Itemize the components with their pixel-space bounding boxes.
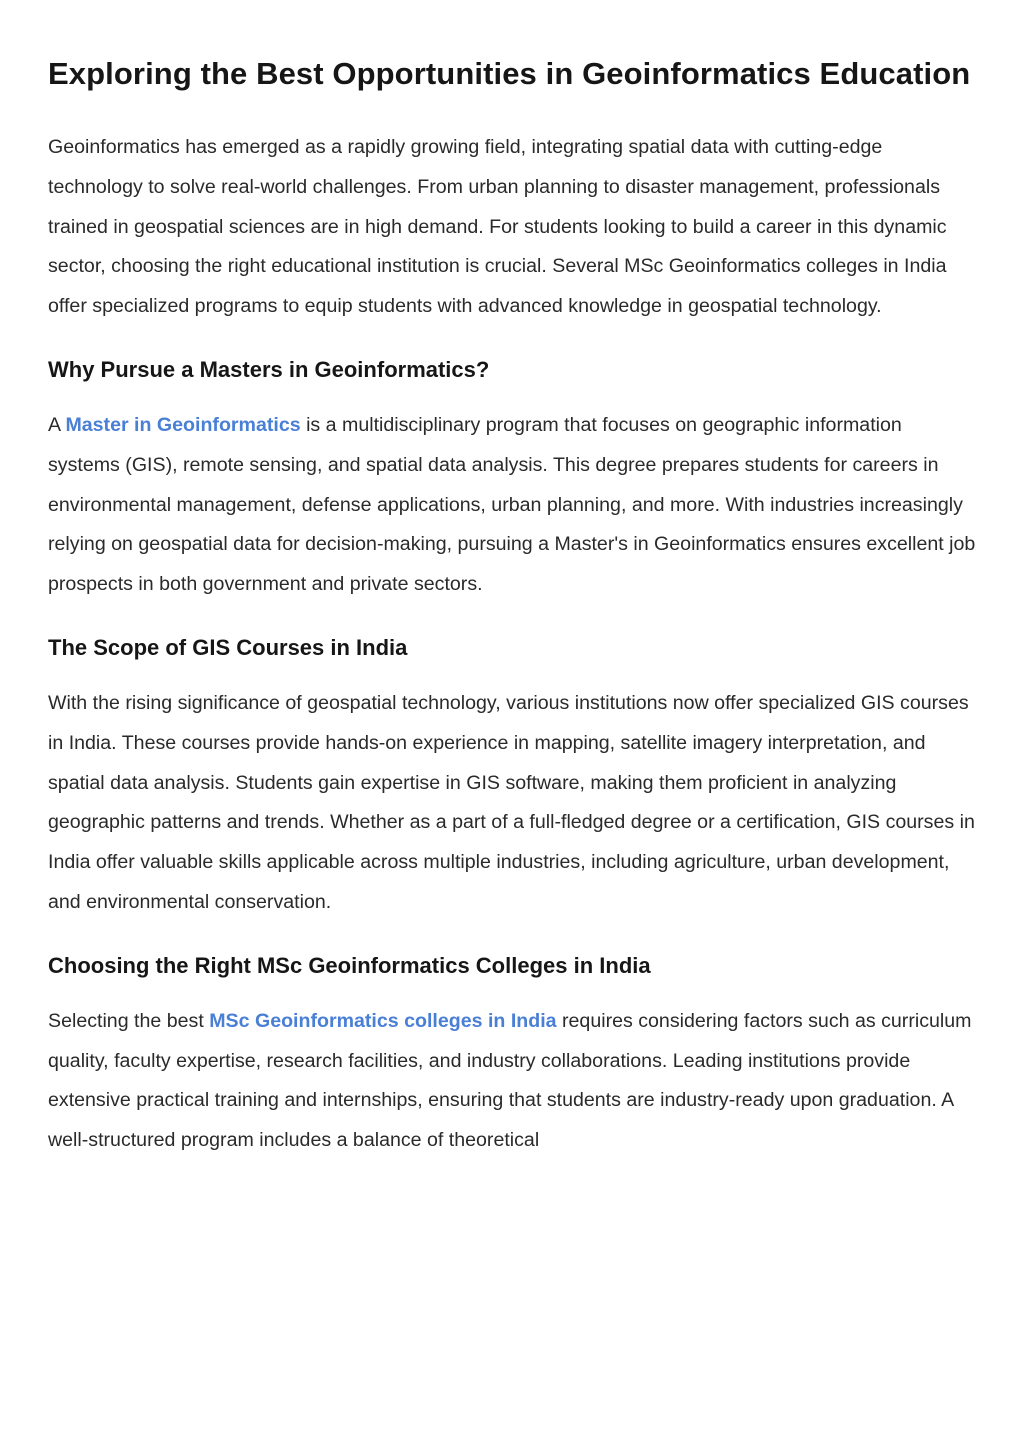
paragraph-text: is a multidisciplinary program that focuses on geographic information systems (GIS), remote sensing, and spatial data analysis. This degree prepares students for careers in environmental management, defense applications, urban planning, and more. With industries increasingly relying on geospatial data for decision-making, pursuing a Master's in Geoinformatics ensures excellent job prospects in both government and private sectors.	[48, 413, 976, 596]
section-paragraph-gis-scope: With the rising significance of geospatial technology, various institutions now offer specialized GIS courses in India. These courses provide hands-on experience in mapping, satellite imagery interpretation, and spatial data analysis. Students gain expertise in GIS software, making them proficient in analyzing geographic patterns and trends. Whether as a part of a full-fledged degree or a certification, GIS courses in India offer valuable skills applicable across multiple industries, including agriculture, urban development, and environmental conservation.	[48, 691, 975, 913]
article-title: Exploring the Best Opportunities in Geoinformatics Education	[48, 56, 971, 91]
paragraph-text: A	[48, 413, 66, 436]
section-paragraph-why-masters	[48, 406, 976, 605]
section-heading-choosing-colleges: Choosing the Right MSc Geoinformatics Colleges in India	[48, 952, 651, 978]
msc-geoinformatics-colleges-link[interactable]: MSc Geoinformatics colleges in India	[209, 1009, 557, 1032]
section-heading-why-masters: Why Pursue a Masters in Geoinformatics?	[48, 356, 490, 382]
intro-paragraph: Geoinformatics has emerged as a rapidly growing field, integrating spatial data with cutting-edge technology to solve real-world challenges. From urban planning to disaster management, professionals trained in geospatial sciences are in high demand. For students looking to build a career in this dynamic sector, choosing the right educational institution is crucial. Several MSc Geoinformatics colleges in India offer specialized programs to equip students with advanced knowledge in geospatial technology.	[48, 136, 947, 318]
paragraph-text: Selecting the best	[48, 1009, 210, 1032]
paragraph-text: requires considering factors such as curriculum quality, faculty expertise, research facilities, and industry collaborations. Leading institutions provide extensive practical training and internships, ensuring that students are industry-ready upon graduation. A well-structured program includes a balance of theoretical	[48, 1009, 972, 1152]
master-in-geoinformatics-link[interactable]: Master in Geoinformatics	[65, 413, 301, 436]
article	[48, 46, 976, 1188]
section-heading-gis-scope: The Scope of GIS Courses in India	[48, 634, 408, 660]
section-paragraph-choosing-colleges	[48, 1002, 976, 1161]
